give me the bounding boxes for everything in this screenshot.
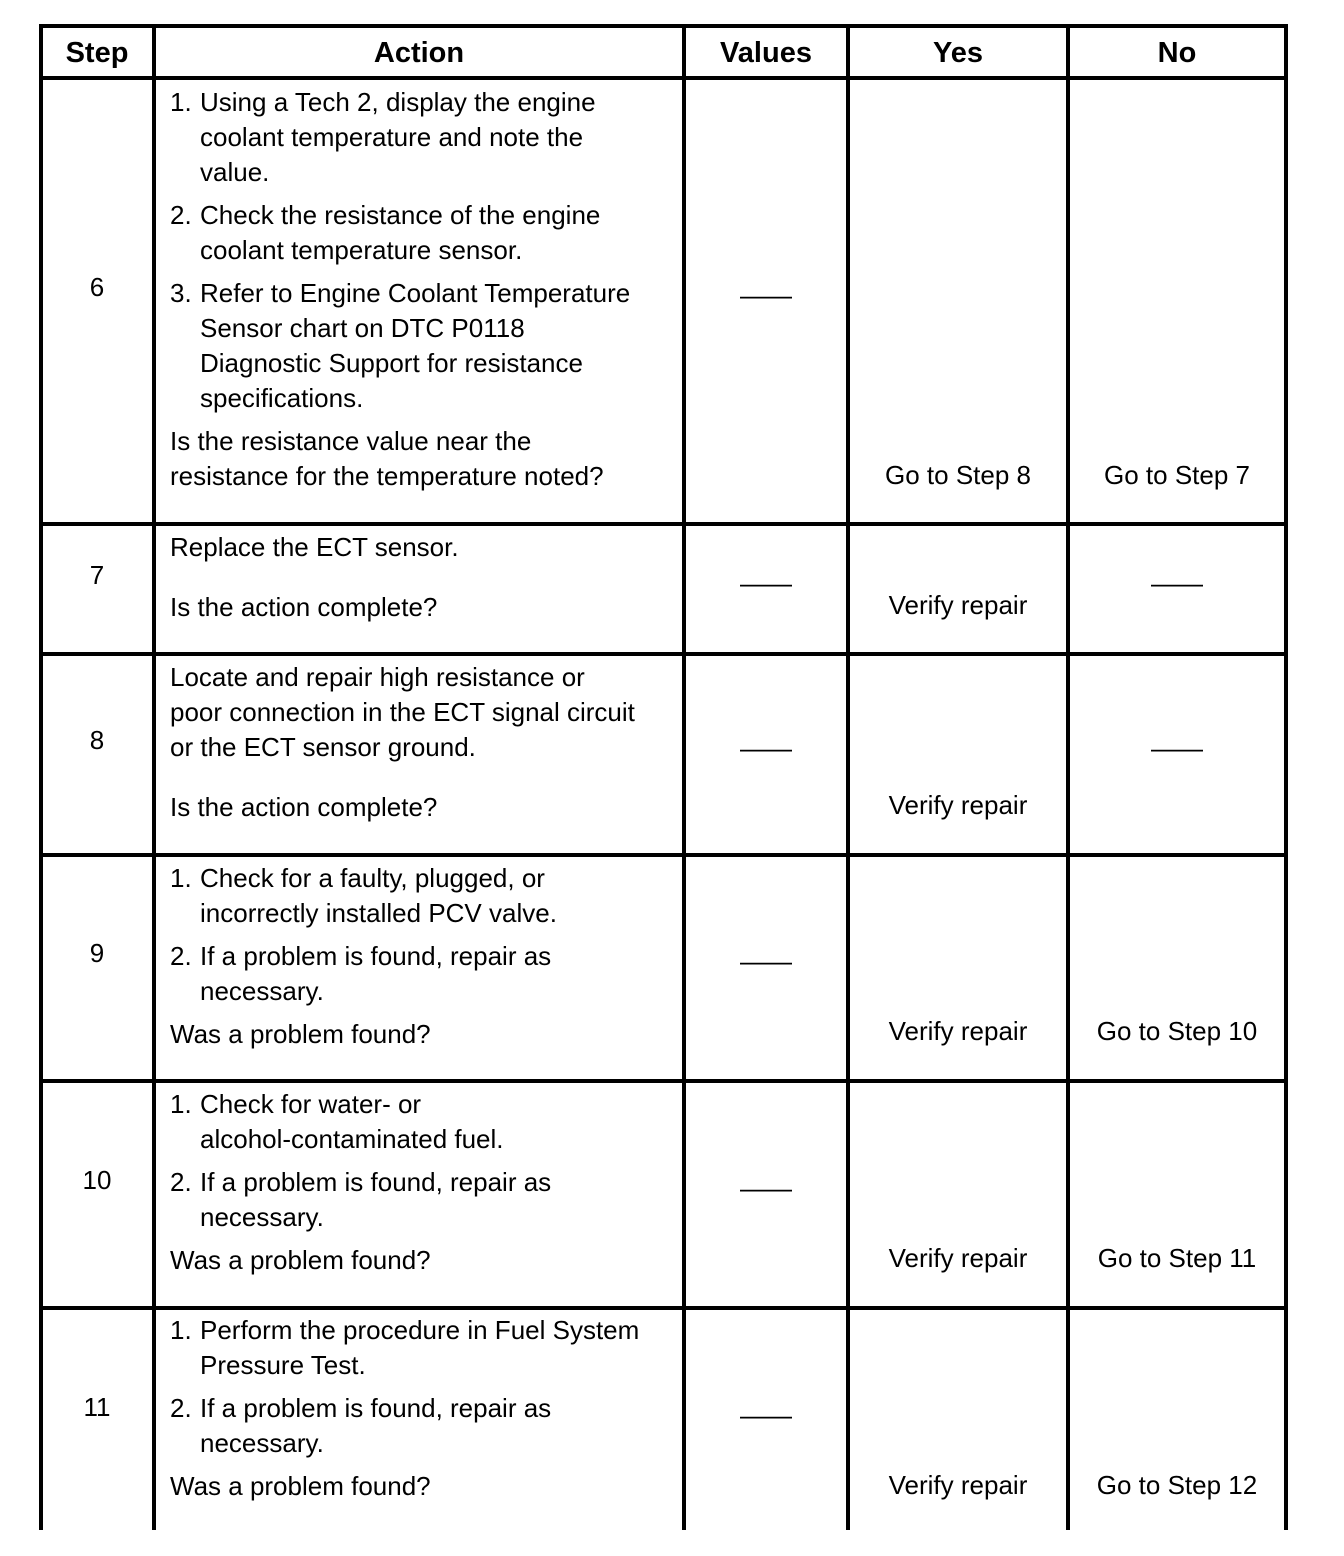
step-number: 7 xyxy=(89,560,105,590)
action-text: Check the resistance of the engine xyxy=(200,200,601,230)
action-cell xyxy=(170,861,557,1052)
step-number: 6 xyxy=(89,272,105,302)
list-item xyxy=(170,1165,551,1235)
header-yes: Yes xyxy=(933,37,983,69)
action-cell xyxy=(170,1313,639,1504)
item-number: 1. xyxy=(170,87,192,117)
item-number: 1. xyxy=(170,863,192,893)
yes-cell: Verify repair xyxy=(888,1470,1028,1500)
list-item xyxy=(170,1087,551,1157)
action-question: Is the action complete? xyxy=(170,592,438,622)
action-question: Was a problem found? xyxy=(170,1245,431,1275)
list-item xyxy=(170,861,557,931)
action-text: Check for water- or xyxy=(200,1089,422,1119)
action-question: Was a problem found? xyxy=(170,1471,431,1501)
action-cell xyxy=(170,1087,551,1278)
action-text: If a problem is found, repair as xyxy=(200,1167,552,1197)
action-question: Is the resistance value near the xyxy=(170,426,532,456)
header-step: Step xyxy=(65,37,129,69)
action-question: Was a problem found? xyxy=(170,1019,431,1049)
action-text: necessary. xyxy=(200,976,324,1006)
item-number: 2. xyxy=(170,200,192,230)
values-cell: —— xyxy=(740,280,792,310)
no-cell: —— xyxy=(1151,733,1203,763)
action-text: Locate and repair high resistance or xyxy=(170,662,585,692)
list-item xyxy=(170,1391,639,1461)
header-action: Action xyxy=(373,37,465,69)
item-number: 2. xyxy=(170,1393,192,1423)
no-cell: Go to Step 7 xyxy=(1104,460,1250,490)
action-text: Pressure Test. xyxy=(200,1350,366,1380)
action-text: Check for a faulty, plugged, or xyxy=(200,863,545,893)
action-text: or the ECT sensor ground. xyxy=(170,732,476,762)
yes-cell: Verify repair xyxy=(888,1243,1028,1273)
action-question: resistance for the temperature noted? xyxy=(170,461,604,491)
list-item xyxy=(170,939,557,1009)
values-cell: —— xyxy=(740,946,792,976)
values-cell: —— xyxy=(740,568,792,598)
action-text: Diagnostic Support for resistance xyxy=(200,348,583,378)
yes-cell: Verify repair xyxy=(888,1016,1028,1046)
list-item xyxy=(170,1313,639,1383)
action-cell xyxy=(170,530,459,625)
no-cell: Go to Step 11 xyxy=(1097,1243,1257,1273)
action-text: If a problem is found, repair as xyxy=(200,941,552,971)
step-number: 10 xyxy=(82,1165,112,1195)
list-item xyxy=(170,85,630,190)
list-item xyxy=(170,276,630,416)
action-text: specifications. xyxy=(200,383,364,413)
action-text: Sensor chart on DTC P0118 xyxy=(200,313,525,343)
action-text: value. xyxy=(200,157,270,187)
action-text: If a problem is found, repair as xyxy=(200,1393,552,1423)
values-cell: —— xyxy=(740,1173,792,1203)
list-item xyxy=(170,198,630,268)
no-cell: Go to Step 10 xyxy=(1096,1016,1258,1046)
action-text: coolant temperature sensor. xyxy=(200,235,523,265)
no-cell: Go to Step 12 xyxy=(1096,1470,1258,1500)
header-no: No xyxy=(1157,37,1197,69)
yes-cell: Verify repair xyxy=(888,790,1028,820)
action-text: coolant temperature and note the xyxy=(200,122,584,152)
yes-cell: Verify repair xyxy=(888,590,1028,620)
action-text: necessary. xyxy=(200,1428,324,1458)
action-text: Perform the procedure in Fuel System xyxy=(200,1315,640,1345)
header-values: Values xyxy=(720,37,812,69)
item-number: 2. xyxy=(170,941,192,971)
action-text: Using a Tech 2, display the engine xyxy=(200,87,596,117)
no-cell: —— xyxy=(1151,568,1203,598)
action-text: poor connection in the ECT signal circuit xyxy=(170,697,635,727)
item-number: 3. xyxy=(170,278,192,308)
action-cell xyxy=(170,85,630,494)
values-cell: —— xyxy=(740,1400,792,1430)
action-text: incorrectly installed PCV valve. xyxy=(200,898,557,928)
values-cell: —— xyxy=(740,733,792,763)
action-question: Is the action complete? xyxy=(170,792,438,822)
step-number: 9 xyxy=(89,938,105,968)
action-text: necessary. xyxy=(200,1202,324,1232)
item-number: 1. xyxy=(170,1315,192,1345)
action-text: Refer to Engine Coolant Temperature xyxy=(200,278,631,308)
item-number: 2. xyxy=(170,1167,192,1197)
action-cell xyxy=(170,660,635,825)
item-number: 1. xyxy=(170,1089,192,1119)
action-text: alcohol-contaminated fuel. xyxy=(200,1124,504,1154)
action-text: Replace the ECT sensor. xyxy=(170,532,459,562)
step-number: 8 xyxy=(89,725,105,755)
yes-cell: Go to Step 8 xyxy=(885,460,1031,490)
step-number: 11 xyxy=(83,1392,111,1422)
